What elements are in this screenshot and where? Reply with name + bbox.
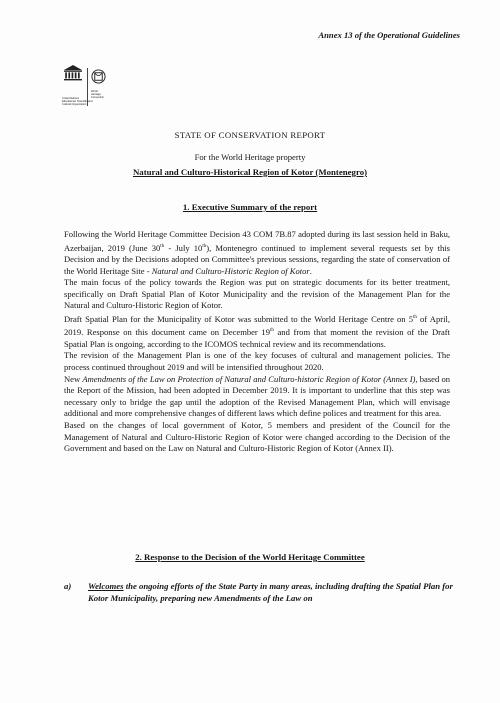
logo-divider xyxy=(87,68,88,106)
unesco-caption: United Nations Educational, Scientific and Cultural Organization xyxy=(62,97,93,106)
whc-caption: World Heritage Convention xyxy=(91,90,105,99)
section-1-heading: 1. Executive Summary of the report xyxy=(182,202,318,212)
paragraph-4: The revision of the Management Plan is one of the key focuses of cultural and management policies. The process continued throughout 2019 and will be intensified throughout 2020. xyxy=(64,350,450,373)
unesco-whc-logo xyxy=(62,64,122,120)
paragraph-2: The main focus of the policy towards the Region was put on strategic documents for its better treatment, specifically on Draft Spatial Plan of Kotor Municipality and the revision of the Management Plan for the Natural and Culturo-Historic Region of Kotor. xyxy=(64,277,450,311)
section-2-heading: 2. Response to the Decision of the World Heritage Committee xyxy=(135,552,365,562)
unesco-temple-icon xyxy=(62,64,84,82)
report-title: STATE OF CONSERVATION REPORT xyxy=(174,130,326,140)
item-text: Welcomes the ongoing efforts of the State Party in many areas, including drafting the Spatial Plan for Kotor Municipality, preparing new Amendments of the Law on xyxy=(88,581,453,603)
paragraph-6: Based on the changes of local government of Kotor, 5 members and president of the Council for the Management of Natural and Culturo-Historic Region of Kotor were changed according to the Decision of the Government and based on the Law on Natural and Culturo-Historic Region of Kotor (Annex II). xyxy=(64,420,450,454)
world-heritage-emblem-icon xyxy=(91,69,106,84)
executive-summary-body xyxy=(64,229,450,455)
paragraph-3: Draft Spatial Plan for the Municipality of Kotor was submitted to the World Heritage Centre on 5th of April, 2019. Response on this document came on December 19th and from that moment the revision of the Draft Spatial Plan is ongoing, according to the ICOMOS technical review and its recommendations. xyxy=(64,313,450,349)
property-name: Natural and Culturo-Historical Region of Kotor (Montenegro) xyxy=(132,167,368,177)
paragraph-1: Following the World Heritage Committee Decision 43 COM 7B.87 adopted during its last session held in Baku, Azerbaijan, 2019 (June 30th - July 10th), Montenegro continued to implement several requests set by this Decision and by the Decisions adopted on Committee's previous sessions, regarding the state of conservation of the World Heritage Site - Natural and Culturo-Historic Region of Kotor. xyxy=(64,229,450,276)
paragraph-5: New Amendments of the Law on Protection of Natural and Culturo-historic Region of Kotor (Annex I), based on the Report of the Mission, had been adopted in December 2019. It is important to underline that this step was necessary only to bridge the gap until the adoption of the Revised Management Plan, which will envisage additional and more comprehensive changes of different laws which define polices and treatment for this area. xyxy=(64,373,451,419)
annex-header: Annex 13 of the Operational Guidelines xyxy=(318,30,460,40)
report-subtitle: For the World Heritage property xyxy=(194,152,306,162)
item-letter: a) xyxy=(64,581,72,591)
